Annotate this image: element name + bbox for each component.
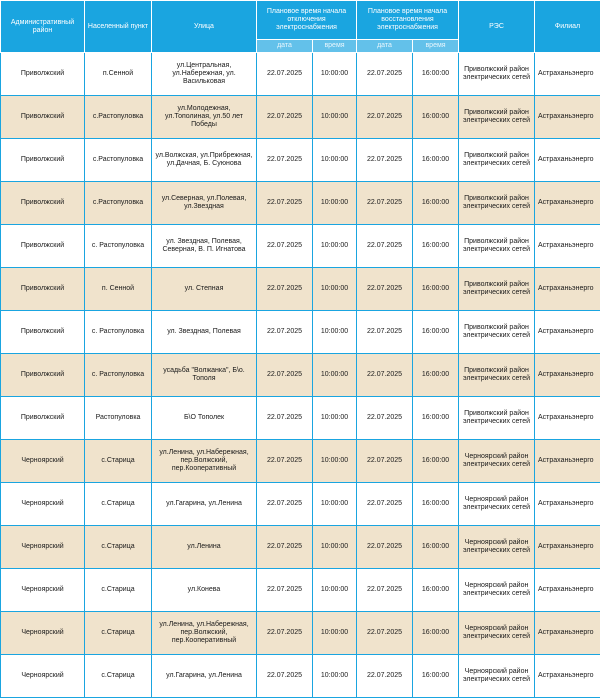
cell-branch: Астраханьэнерго <box>535 268 600 311</box>
cell-street: ул. Степная <box>152 268 257 311</box>
cell-off-date: 22.07.2025 <box>257 182 313 225</box>
header-branch: Филиал <box>535 1 600 53</box>
cell-street: ул.Северная, ул.Полевая, ул.Звездная <box>152 182 257 225</box>
cell-off-date: 22.07.2025 <box>257 612 313 655</box>
cell-district: Черноярский <box>1 440 85 483</box>
table-row <box>1 440 600 483</box>
cell-branch: Астраханьэнерго <box>535 139 600 182</box>
cell-off-date: 22.07.2025 <box>257 569 313 612</box>
cell-branch: Астраханьэнерго <box>535 526 600 569</box>
cell-on-time: 16:00:00 <box>413 526 459 569</box>
subheader-on-date: дата <box>357 40 413 53</box>
cell-locality: с.Старица <box>85 483 152 526</box>
cell-off-date: 22.07.2025 <box>257 354 313 397</box>
cell-on-time: 16:00:00 <box>413 440 459 483</box>
cell-locality: с.Старица <box>85 440 152 483</box>
cell-district: Приволжский <box>1 397 85 440</box>
cell-res: Приволжский район электрических сетей <box>459 182 535 225</box>
cell-off-time: 10:00:00 <box>313 139 357 182</box>
cell-off-date: 22.07.2025 <box>257 655 313 698</box>
cell-off-date: 22.07.2025 <box>257 311 313 354</box>
cell-district: Приволжский <box>1 268 85 311</box>
header-res: РЭС <box>459 1 535 53</box>
cell-on-date: 22.07.2025 <box>357 655 413 698</box>
header-district: Административный район <box>1 1 85 53</box>
cell-branch: Астраханьэнерго <box>535 311 600 354</box>
cell-district: Приволжский <box>1 354 85 397</box>
cell-off-time: 10:00:00 <box>313 268 357 311</box>
cell-res: Черноярский район электрических сетей <box>459 526 535 569</box>
cell-locality: с.Растопуловка <box>85 182 152 225</box>
cell-off-date: 22.07.2025 <box>257 397 313 440</box>
cell-street: ул.Конева <box>152 569 257 612</box>
cell-res: Приволжский район электрических сетей <box>459 96 535 139</box>
cell-on-time: 16:00:00 <box>413 612 459 655</box>
cell-street: усадьба "Волжанка", Б\о. Тополя <box>152 354 257 397</box>
cell-on-time: 16:00:00 <box>413 268 459 311</box>
cell-street: ул.Гагарина, ул.Ленина <box>152 483 257 526</box>
cell-off-date: 22.07.2025 <box>257 526 313 569</box>
cell-district: Приволжский <box>1 182 85 225</box>
cell-branch: Астраханьэнерго <box>535 96 600 139</box>
table-row <box>1 569 600 612</box>
cell-street: ул. Звездная, Полевая <box>152 311 257 354</box>
cell-locality: с.Растопуловка <box>85 96 152 139</box>
cell-locality: с. Растопуловка <box>85 311 152 354</box>
cell-res: Приволжский район электрических сетей <box>459 311 535 354</box>
cell-off-time: 10:00:00 <box>313 53 357 96</box>
cell-branch: Астраханьэнерго <box>535 612 600 655</box>
cell-street: ул.Молодежная, ул.Тополиная, ул.50 лет Победы <box>152 96 257 139</box>
cell-locality: п.Сенной <box>85 53 152 96</box>
cell-off-date: 22.07.2025 <box>257 483 313 526</box>
cell-street: ул.Ленина, ул.Набережная, пер.Волжский, пер.Кооперативный <box>152 440 257 483</box>
cell-res: Черноярский район электрических сетей <box>459 569 535 612</box>
cell-locality: п. Сенной <box>85 268 152 311</box>
cell-off-time: 10:00:00 <box>313 397 357 440</box>
cell-res: Приволжский район электрических сетей <box>459 397 535 440</box>
cell-locality: с. Растопуловка <box>85 354 152 397</box>
cell-off-time: 10:00:00 <box>313 483 357 526</box>
cell-res: Черноярский район электрических сетей <box>459 440 535 483</box>
cell-res: Приволжский район электрических сетей <box>459 354 535 397</box>
cell-on-date: 22.07.2025 <box>357 96 413 139</box>
cell-off-time: 10:00:00 <box>313 354 357 397</box>
cell-on-time: 16:00:00 <box>413 96 459 139</box>
cell-branch: Астраханьэнерго <box>535 397 600 440</box>
cell-off-time: 10:00:00 <box>313 569 357 612</box>
cell-district: Приволжский <box>1 96 85 139</box>
cell-off-date: 22.07.2025 <box>257 96 313 139</box>
cell-on-date: 22.07.2025 <box>357 440 413 483</box>
table-row <box>1 96 600 139</box>
cell-off-time: 10:00:00 <box>313 440 357 483</box>
cell-off-time: 10:00:00 <box>313 182 357 225</box>
cell-off-time: 10:00:00 <box>313 612 357 655</box>
cell-on-date: 22.07.2025 <box>357 612 413 655</box>
cell-on-date: 22.07.2025 <box>357 311 413 354</box>
cell-on-time: 16:00:00 <box>413 182 459 225</box>
cell-locality: с.Старица <box>85 569 152 612</box>
cell-street: ул.Волжская, ул.Прибрежная, ул.Дачная, Б. Суюнова <box>152 139 257 182</box>
cell-res: Черноярский район электрических сетей <box>459 655 535 698</box>
cell-on-date: 22.07.2025 <box>357 397 413 440</box>
cell-on-date: 22.07.2025 <box>357 268 413 311</box>
cell-branch: Астраханьэнерго <box>535 354 600 397</box>
cell-branch: Астраханьэнерго <box>535 182 600 225</box>
subheader-off-date: дата <box>257 40 313 53</box>
table-row <box>1 483 600 526</box>
cell-on-date: 22.07.2025 <box>357 569 413 612</box>
cell-branch: Астраханьэнерго <box>535 655 600 698</box>
header-row <box>1 1 600 40</box>
cell-district: Черноярский <box>1 655 85 698</box>
cell-on-date: 22.07.2025 <box>357 526 413 569</box>
cell-off-time: 10:00:00 <box>313 526 357 569</box>
cell-district: Черноярский <box>1 483 85 526</box>
cell-off-time: 10:00:00 <box>313 225 357 268</box>
cell-off-date: 22.07.2025 <box>257 440 313 483</box>
cell-district: Приволжский <box>1 311 85 354</box>
cell-on-date: 22.07.2025 <box>357 354 413 397</box>
cell-res: Приволжский район электрических сетей <box>459 225 535 268</box>
cell-off-date: 22.07.2025 <box>257 53 313 96</box>
cell-district: Приволжский <box>1 139 85 182</box>
cell-on-date: 22.07.2025 <box>357 182 413 225</box>
cell-street: ул.Ленина <box>152 526 257 569</box>
cell-on-time: 16:00:00 <box>413 483 459 526</box>
cell-off-time: 10:00:00 <box>313 96 357 139</box>
cell-branch: Астраханьэнерго <box>535 225 600 268</box>
cell-locality: с.Старица <box>85 526 152 569</box>
table-row <box>1 182 600 225</box>
cell-branch: Астраханьэнерго <box>535 53 600 96</box>
subheader-off-time: время <box>313 40 357 53</box>
cell-off-date: 22.07.2025 <box>257 225 313 268</box>
cell-on-date: 22.07.2025 <box>357 139 413 182</box>
cell-locality: с.Растопуловка <box>85 139 152 182</box>
cell-district: Приволжский <box>1 225 85 268</box>
cell-street: ул.Центральная, ул.Набережная, ул. Васильковая <box>152 53 257 96</box>
table-row <box>1 311 600 354</box>
cell-locality: Растопуловка <box>85 397 152 440</box>
cell-off-date: 22.07.2025 <box>257 268 313 311</box>
cell-district: Черноярский <box>1 612 85 655</box>
cell-locality: с.Старица <box>85 612 152 655</box>
cell-on-date: 22.07.2025 <box>357 53 413 96</box>
cell-on-time: 16:00:00 <box>413 397 459 440</box>
cell-on-date: 22.07.2025 <box>357 483 413 526</box>
cell-res: Приволжский район электрических сетей <box>459 53 535 96</box>
cell-locality: с.Старица <box>85 655 152 698</box>
table-row <box>1 612 600 655</box>
cell-street: ул.Ленина, ул.Набережная, пер.Волжский, пер.Кооперативный <box>152 612 257 655</box>
table-row <box>1 53 600 96</box>
cell-locality: с. Растопуловка <box>85 225 152 268</box>
cell-street: ул.Гагарина, ул.Ленина <box>152 655 257 698</box>
cell-res: Приволжский район электрических сетей <box>459 268 535 311</box>
cell-on-time: 16:00:00 <box>413 139 459 182</box>
table-row <box>1 526 600 569</box>
cell-branch: Астраханьэнерго <box>535 440 600 483</box>
cell-on-date: 22.07.2025 <box>357 225 413 268</box>
cell-street: ул. Звездная, Полевая, Северная, В. П. Игнатова <box>152 225 257 268</box>
cell-off-time: 10:00:00 <box>313 655 357 698</box>
cell-street: Б\О Тополек <box>152 397 257 440</box>
header-on-time: Плановое время начала восстановления электроснабжения <box>357 1 459 40</box>
cell-district: Черноярский <box>1 526 85 569</box>
header-street: Улица <box>152 1 257 53</box>
cell-on-time: 16:00:00 <box>413 354 459 397</box>
cell-res: Черноярский район электрических сетей <box>459 483 535 526</box>
table-row <box>1 354 600 397</box>
table-row <box>1 268 600 311</box>
subheader-on-time: время <box>413 40 459 53</box>
cell-res: Приволжский район электрических сетей <box>459 139 535 182</box>
cell-district: Приволжский <box>1 53 85 96</box>
cell-branch: Астраханьэнерго <box>535 483 600 526</box>
header-locality: Населенный пункт <box>85 1 152 53</box>
cell-res: Черноярский район электрических сетей <box>459 612 535 655</box>
table-body <box>1 53 600 698</box>
cell-on-time: 16:00:00 <box>413 225 459 268</box>
table-row <box>1 139 600 182</box>
cell-on-time: 16:00:00 <box>413 569 459 612</box>
table-row <box>1 655 600 698</box>
table-row <box>1 225 600 268</box>
cell-off-time: 10:00:00 <box>313 311 357 354</box>
table-row <box>1 397 600 440</box>
cell-off-date: 22.07.2025 <box>257 139 313 182</box>
cell-on-time: 16:00:00 <box>413 311 459 354</box>
cell-district: Черноярский <box>1 569 85 612</box>
cell-on-time: 16:00:00 <box>413 655 459 698</box>
cell-branch: Астраханьэнерго <box>535 569 600 612</box>
cell-on-time: 16:00:00 <box>413 53 459 96</box>
header-off-time: Плановое время начала отключения электроснабжения <box>257 1 357 40</box>
